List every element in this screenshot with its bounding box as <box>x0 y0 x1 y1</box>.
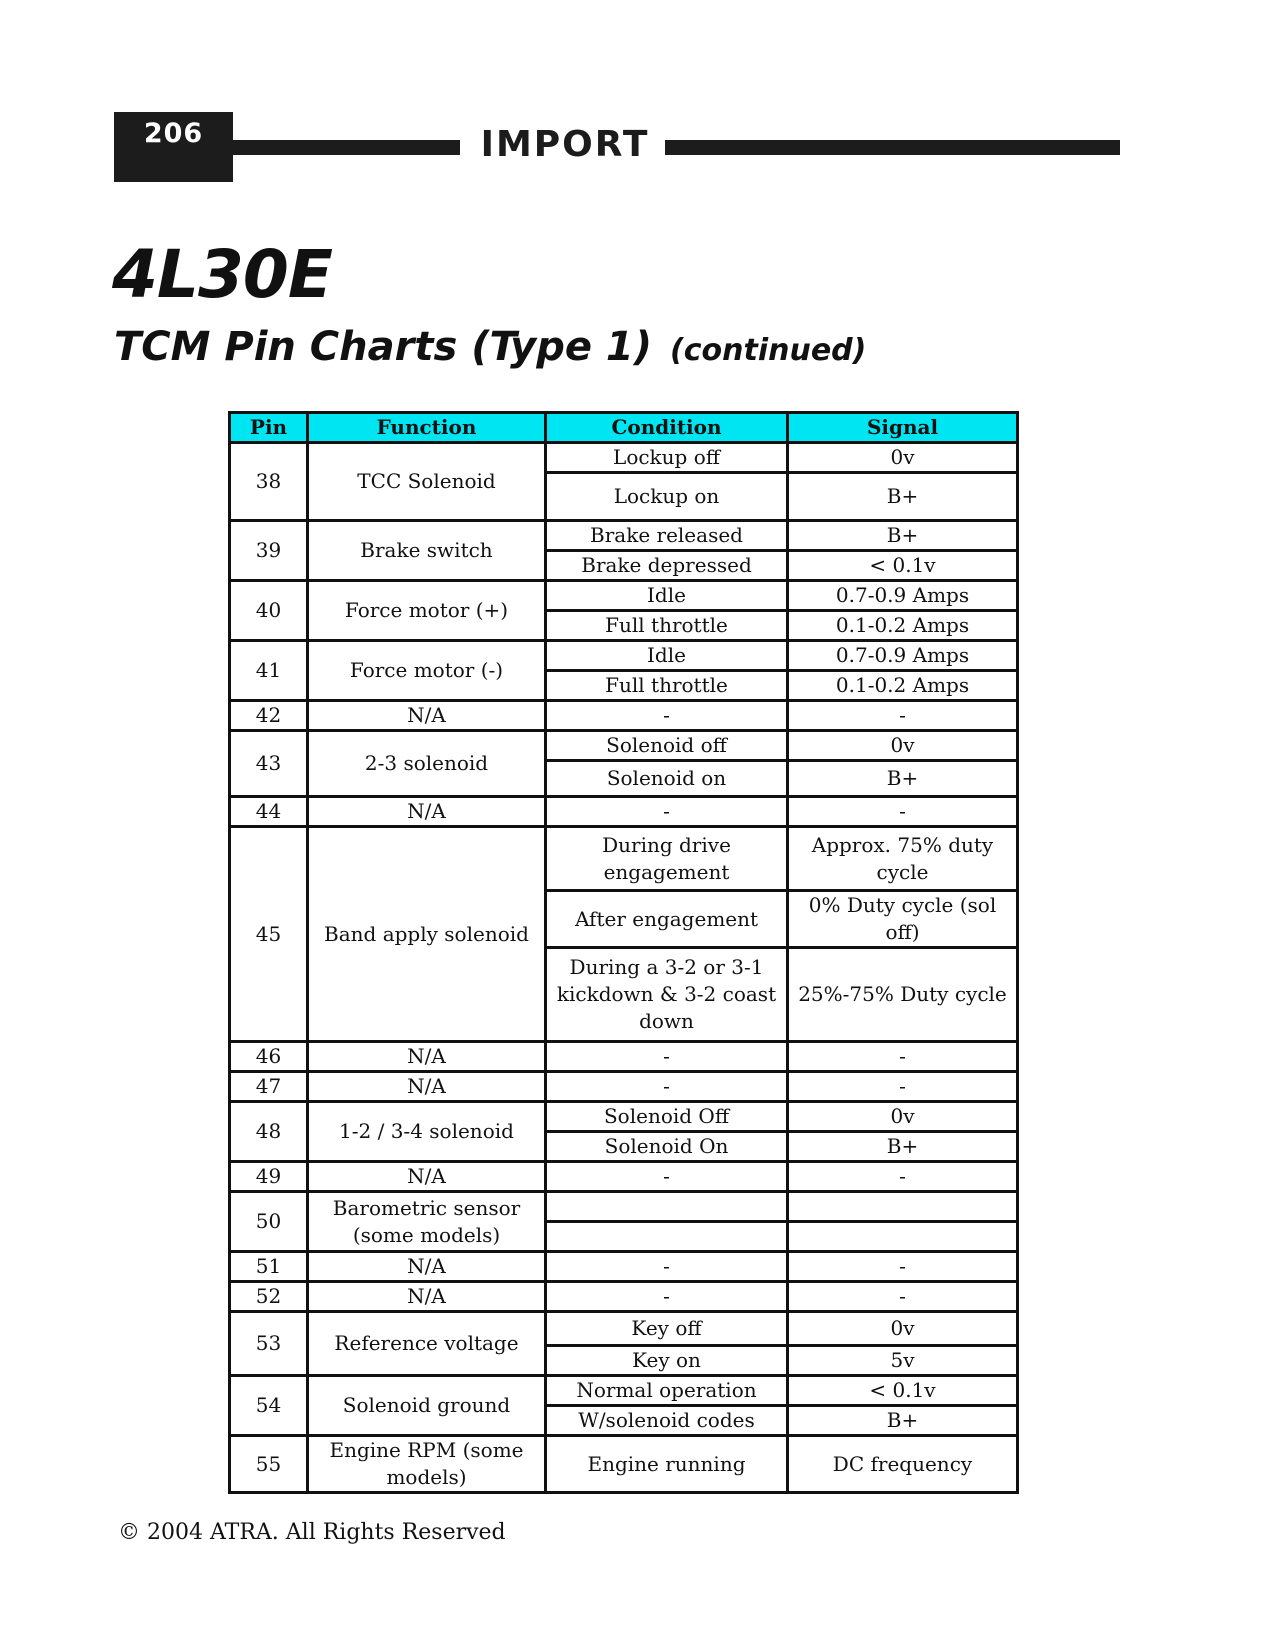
condition-cell: Full throttle <box>546 611 788 641</box>
pin-cell: 54 <box>230 1376 308 1436</box>
header-rule-right <box>665 140 1120 155</box>
pin-cell: 46 <box>230 1042 308 1072</box>
signal-cell: 0.7-0.9 Amps <box>788 641 1018 671</box>
condition-cell: Key on <box>546 1346 788 1376</box>
condition-cell: - <box>546 1252 788 1282</box>
signal-cell: 0.1-0.2 Amps <box>788 611 1018 641</box>
section-title: IMPORT <box>480 124 650 165</box>
condition-cell <box>546 1192 788 1222</box>
condition-cell: - <box>546 1072 788 1102</box>
table-row <box>230 1192 1018 1222</box>
signal-cell: 0.7-0.9 Amps <box>788 581 1018 611</box>
pin-cell: 47 <box>230 1072 308 1102</box>
column-header-signal: Signal <box>788 413 1018 443</box>
table-row <box>230 1102 1018 1132</box>
chart-subtitle <box>114 324 866 370</box>
condition-cell: - <box>546 1162 788 1192</box>
table-row <box>230 731 1018 761</box>
pin-cell: 52 <box>230 1282 308 1312</box>
column-header-function: Function <box>308 413 546 443</box>
column-header-condition: Condition <box>546 413 788 443</box>
signal-cell: 0.1-0.2 Amps <box>788 671 1018 701</box>
function-cell: Engine RPM (some models) <box>308 1436 546 1493</box>
function-cell: N/A <box>308 1282 546 1312</box>
signal-cell: B+ <box>788 761 1018 797</box>
signal-cell: - <box>788 1072 1018 1102</box>
signal-cell: 0v <box>788 443 1018 473</box>
condition-cell: Solenoid On <box>546 1132 788 1162</box>
table-header-row <box>230 413 1018 443</box>
condition-cell: Lockup on <box>546 473 788 521</box>
condition-cell: After engagement <box>546 891 788 948</box>
table-row <box>230 1252 1018 1282</box>
function-cell: N/A <box>308 701 546 731</box>
signal-cell: 0% Duty cycle (sol off) <box>788 891 1018 948</box>
signal-cell: B+ <box>788 1132 1018 1162</box>
table-row <box>230 701 1018 731</box>
function-cell: Force motor (-) <box>308 641 546 701</box>
signal-cell: < 0.1v <box>788 551 1018 581</box>
condition-cell: - <box>546 1042 788 1072</box>
signal-cell: B+ <box>788 521 1018 551</box>
function-cell: N/A <box>308 1042 546 1072</box>
pin-cell: 42 <box>230 701 308 731</box>
table-row <box>230 1162 1018 1192</box>
table-row <box>230 1376 1018 1406</box>
pin-cell: 49 <box>230 1162 308 1192</box>
pin-cell: 41 <box>230 641 308 701</box>
pin-cell: 55 <box>230 1436 308 1493</box>
table-row <box>230 581 1018 611</box>
signal-cell: 0v <box>788 1312 1018 1346</box>
signal-cell: 0v <box>788 1102 1018 1132</box>
function-cell: N/A <box>308 1072 546 1102</box>
condition-cell: During drive engagement <box>546 827 788 891</box>
signal-cell: B+ <box>788 473 1018 521</box>
pin-cell: 44 <box>230 797 308 827</box>
table-row <box>230 1436 1018 1493</box>
condition-cell: Lockup off <box>546 443 788 473</box>
function-cell: 2-3 solenoid <box>308 731 546 797</box>
continued-label: (continued) <box>670 333 867 368</box>
signal-cell: 25%-75% Duty cycle <box>788 948 1018 1042</box>
function-cell: Force motor (+) <box>308 581 546 641</box>
condition-cell: Key off <box>546 1312 788 1346</box>
condition-cell: Solenoid on <box>546 761 788 797</box>
signal-cell: 5v <box>788 1346 1018 1376</box>
condition-cell: Normal operation <box>546 1376 788 1406</box>
column-header-pin: Pin <box>230 413 308 443</box>
condition-cell: Solenoid off <box>546 731 788 761</box>
pin-cell: 53 <box>230 1312 308 1376</box>
condition-cell: Solenoid Off <box>546 1102 788 1132</box>
condition-cell: During a 3-2 or 3-1 kickdown & 3-2 coast down <box>546 948 788 1042</box>
table-row <box>230 641 1018 671</box>
pin-cell: 39 <box>230 521 308 581</box>
signal-cell <box>788 1192 1018 1222</box>
copyright: © 2004 ATRA. All Rights Reserved <box>118 1520 506 1545</box>
function-cell: N/A <box>308 797 546 827</box>
signal-cell: - <box>788 701 1018 731</box>
pin-cell: 51 <box>230 1252 308 1282</box>
signal-cell: - <box>788 1282 1018 1312</box>
table-row <box>230 1282 1018 1312</box>
signal-cell: DC frequency <box>788 1436 1018 1493</box>
condition-cell: Idle <box>546 581 788 611</box>
signal-cell: B+ <box>788 1406 1018 1436</box>
table-body <box>230 443 1018 1493</box>
pin-chart-table <box>228 411 1019 1494</box>
condition-cell: W/solenoid codes <box>546 1406 788 1436</box>
model-title: 4L30E <box>112 236 332 313</box>
pin-cell: 38 <box>230 443 308 521</box>
function-cell: Solenoid ground <box>308 1376 546 1436</box>
condition-cell: Brake depressed <box>546 551 788 581</box>
pin-cell: 45 <box>230 827 308 1042</box>
signal-cell <box>788 1222 1018 1252</box>
table-row <box>230 443 1018 473</box>
signal-cell: - <box>788 1042 1018 1072</box>
function-cell: Brake switch <box>308 521 546 581</box>
condition-cell: Engine running <box>546 1436 788 1493</box>
table-row <box>230 1042 1018 1072</box>
signal-cell: - <box>788 1162 1018 1192</box>
pin-cell: 48 <box>230 1102 308 1162</box>
condition-cell: Brake released <box>546 521 788 551</box>
function-cell: N/A <box>308 1252 546 1282</box>
table-row <box>230 1072 1018 1102</box>
function-cell: Barometric sensor (some models) <box>308 1192 546 1252</box>
condition-cell: - <box>546 797 788 827</box>
header-rule-left <box>233 140 460 155</box>
table-row <box>230 827 1018 891</box>
table-row <box>230 797 1018 827</box>
table-row <box>230 521 1018 551</box>
pin-cell: 43 <box>230 731 308 797</box>
condition-cell: - <box>546 1282 788 1312</box>
pin-cell: 50 <box>230 1192 308 1252</box>
signal-cell: < 0.1v <box>788 1376 1018 1406</box>
signal-cell: - <box>788 1252 1018 1282</box>
function-cell: Band apply solenoid <box>308 827 546 1042</box>
condition-cell: Idle <box>546 641 788 671</box>
condition-cell <box>546 1222 788 1252</box>
function-cell: TCC Solenoid <box>308 443 546 521</box>
function-cell: 1-2 / 3-4 solenoid <box>308 1102 546 1162</box>
signal-cell: 0v <box>788 731 1018 761</box>
function-cell: N/A <box>308 1162 546 1192</box>
condition-cell: - <box>546 701 788 731</box>
function-cell: Reference voltage <box>308 1312 546 1376</box>
page-number: 206 <box>143 118 204 149</box>
signal-cell: - <box>788 797 1018 827</box>
condition-cell: Full throttle <box>546 671 788 701</box>
signal-cell: Approx. 75% duty cycle <box>788 827 1018 891</box>
chart-title: TCM Pin Charts (Type 1) <box>114 324 653 370</box>
pin-cell: 40 <box>230 581 308 641</box>
table-row <box>230 1312 1018 1346</box>
